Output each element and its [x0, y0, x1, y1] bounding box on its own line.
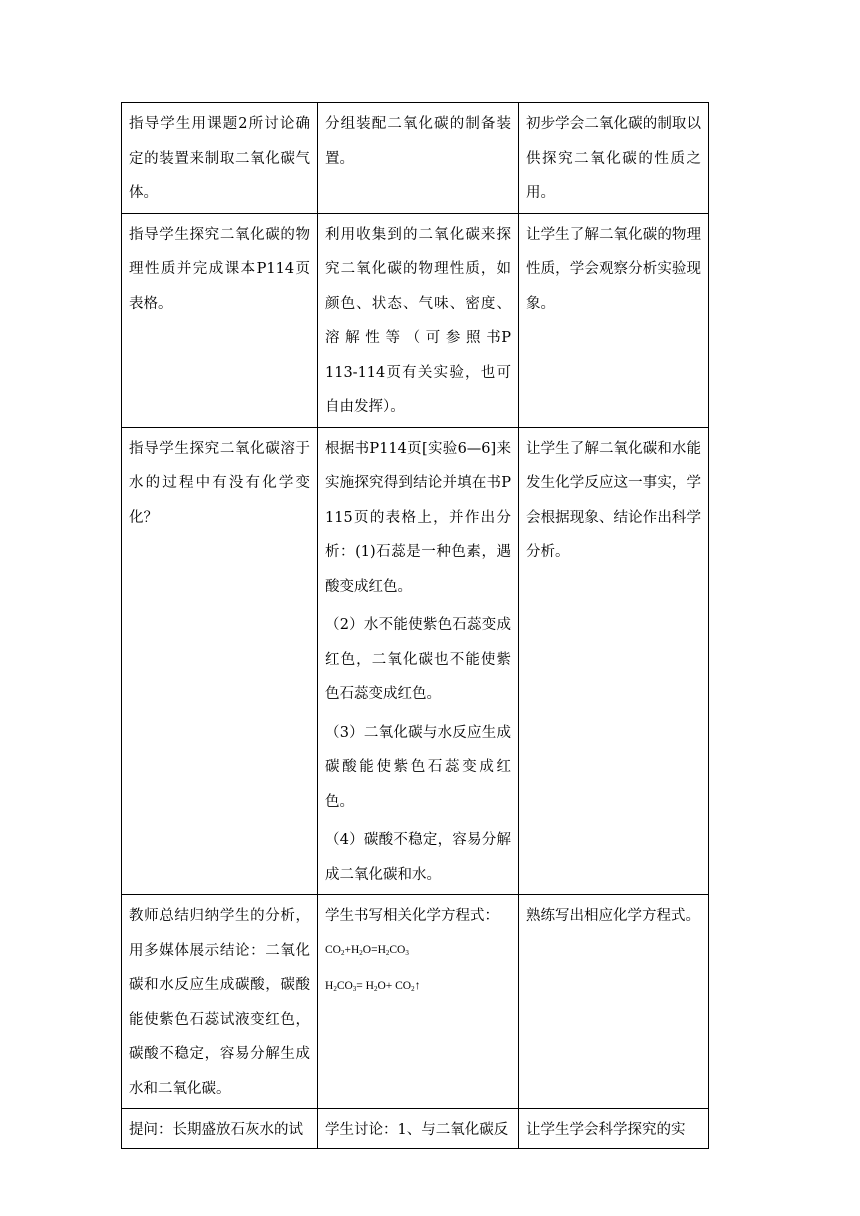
table-row [122, 103, 709, 214]
design-intent-cell [519, 213, 709, 427]
teacher-activity-cell [122, 1109, 318, 1149]
design-intent-cell [519, 103, 709, 214]
cell-text: 让学生学会科学探究的实 [526, 1122, 686, 1138]
cell-text: 分组装配二氧化碳的制备装置。 [325, 116, 511, 167]
chemical-equation-1: $CO_2+H_2O=H_2CO_3$ [325, 943, 409, 957]
teacher-activity-cell [122, 895, 318, 1109]
table-row [122, 895, 709, 1109]
design-intent-cell [519, 427, 709, 895]
cell-text: （4）碳酸不稳定，容易分解成二氧化碳和水。 [325, 832, 511, 883]
cell-text: 教师总结归纳学生的分析，用多媒体展示结论：二氧化碳和水反应生成碳酸，碳酸能使紫色石蕊试液变红色，碳酸不稳定，容易分解生成水和二氧化碳。 [129, 908, 310, 1097]
cell-text: 让学生了解二氧化碳的物理性质，学会观察分析实验现象。 [526, 226, 701, 312]
cell-text: 指导学生探究二氧化碳溶于水的过程中有没有化学变化？ [129, 440, 310, 526]
cell-text: 提问：长期盛放石灰水的试 [129, 1122, 303, 1138]
teacher-activity-cell [122, 213, 318, 427]
cell-text: 利用收集到的二氧化碳来探究二氧化碳的物理性质，如颜色、状态、气味、密度、溶 解 性 等 （ 可 参 照 书P113-114页有关实验，也可自由发挥）。 [325, 226, 511, 415]
design-intent-cell [519, 1109, 709, 1149]
cell-text: 指导学生用课题2所讨论确定的装置来制取二氧化碳气体。 [129, 116, 310, 201]
student-activity-cell [318, 895, 519, 1109]
cell-text: 学生讨论：1、与二氧化碳反 [325, 1122, 509, 1138]
cell-text: （3）二氧化碳与水反应生成碳酸能使紫色石蕊变成红色。 [325, 724, 511, 810]
cell-text: （2）水不能使紫色石蕊变成红色，二氧化碳也不能使紫色石蕊变成红色。 [325, 617, 511, 702]
design-intent-cell [519, 895, 709, 1109]
teacher-activity-cell [122, 427, 318, 895]
student-activity-cell [318, 427, 519, 895]
cell-text: 学生书写相关化学方程式： [325, 908, 499, 924]
chemical-equation-2: $H_2CO_3= H_2O+$ $CO_2↑$ [325, 977, 421, 993]
table-row [122, 427, 709, 895]
lesson-plan-table [121, 102, 709, 1149]
student-activity-cell [318, 1109, 519, 1149]
cell-text: 根据书P114页[实验6—6]来实施探究得到结论并填在书P115页的表格上，并作出分析：(1)石蕊是一种色素，遇酸变成红色。 [325, 440, 511, 595]
cell-text: 让学生了解二氧化碳和水能发生化学反应这一事实，学会根据现象、结论作出科学分析。 [526, 440, 701, 560]
student-activity-cell [318, 213, 519, 427]
teacher-activity-cell [122, 103, 318, 214]
cell-text: 指导学生探究二氧化碳的物理性质并完成课本P114页表格。 [129, 226, 310, 312]
table-row [122, 213, 709, 427]
cell-text: 熟练写出相应化学方程式。 [526, 908, 700, 924]
student-activity-cell [318, 103, 519, 214]
table-row [122, 1109, 709, 1149]
gas-arrow-icon: ↑ [414, 977, 421, 992]
cell-text: 初步学会二氧化碳的制取以供探究二氧化碳的性质之用。 [526, 116, 701, 201]
